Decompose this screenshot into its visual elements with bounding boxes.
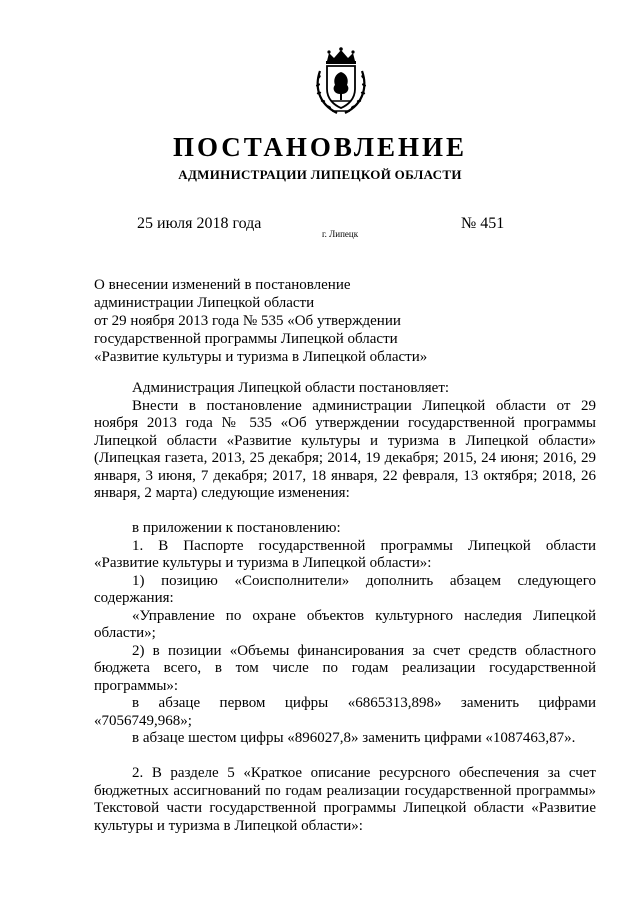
heading-line: государственной программы Липецкой области — [94, 331, 398, 347]
appendix-intro: в приложении к постановлению: — [132, 520, 341, 536]
item-1: 1. В Паспорте государственной программы Липецкой области «Развитие культуры и туризма в Липецкой области»: — [94, 537, 596, 571]
item-1-2-a: в абзаце первом цифры «6865313,898» заменить цифрами «7056749,968»; — [94, 695, 596, 729]
heading-line: администрации Липецкой области — [94, 295, 315, 311]
spacer — [94, 503, 596, 521]
spacer — [94, 748, 596, 766]
item-1-2-b: в абзаце шестом цифры «896027,8» заменить цифрами «1087463,87». — [132, 730, 576, 746]
heading-line: «Развитие культуры и туризма в Липецкой области» — [94, 349, 428, 365]
decree-intro: Администрация Липецкой области постановляет: — [132, 380, 450, 396]
lipetsk-coat-of-arms-icon — [313, 47, 369, 117]
document-meta — [0, 214, 640, 244]
item-1-2: 2) в позиции «Объемы финансирования за счет средств областного бюджета всего, в том числе по годам реализации государственной программы»: — [94, 642, 596, 694]
document-city: г. Липецк — [322, 229, 359, 239]
item-1-1: 1) позицию «Соисполнители» дополнить абзацем следующего содержания: — [94, 572, 596, 606]
item-2: 2. В разделе 5 «Краткое описание ресурсного обеспечения за счет бюджетных ассигнований по годам реализации государственной программы» Текстовой части государственной программы Липецкой области «Развитие культуры и туризма в Липецкой области»: — [94, 765, 596, 834]
heading-line: от 29 ноября 2013 года № 535 «Об утверждении — [94, 313, 401, 329]
heading-line: О внесении изменений в постановление — [94, 277, 351, 293]
item-1-1-text: «Управление по охране объектов культурного наследия Липецкой области»; — [94, 607, 596, 641]
document-number: № 451 — [461, 215, 505, 232]
document-body — [94, 380, 596, 835]
document-issuer: АДМИНИСТРАЦИИ ЛИПЕЦКОЙ ОБЛАСТИ — [178, 167, 462, 182]
document-title: ПОСТАНОВЛЕНИЕ — [172, 132, 468, 162]
amend-paragraph: Внести в постановление администрации Липецкой области от 29 ноября 2013 года № 535 «Об утверждении государственной программы Липецкой области «Развитие культуры и туризма в Липецкой области» (Липецкая газета, 2013, 25 декабря; 2014, 19 декабря; 2015, 24 июня; 2016, 29 января, 3 июня, 7 декабря; 2017, 18 января, 22 февраля, 13 октября; 2018, 26 января, 2 марта) следующие изменения: — [94, 397, 596, 501]
document-heading — [94, 276, 514, 366]
document-date: 25 июля 2018 года — [137, 215, 262, 232]
